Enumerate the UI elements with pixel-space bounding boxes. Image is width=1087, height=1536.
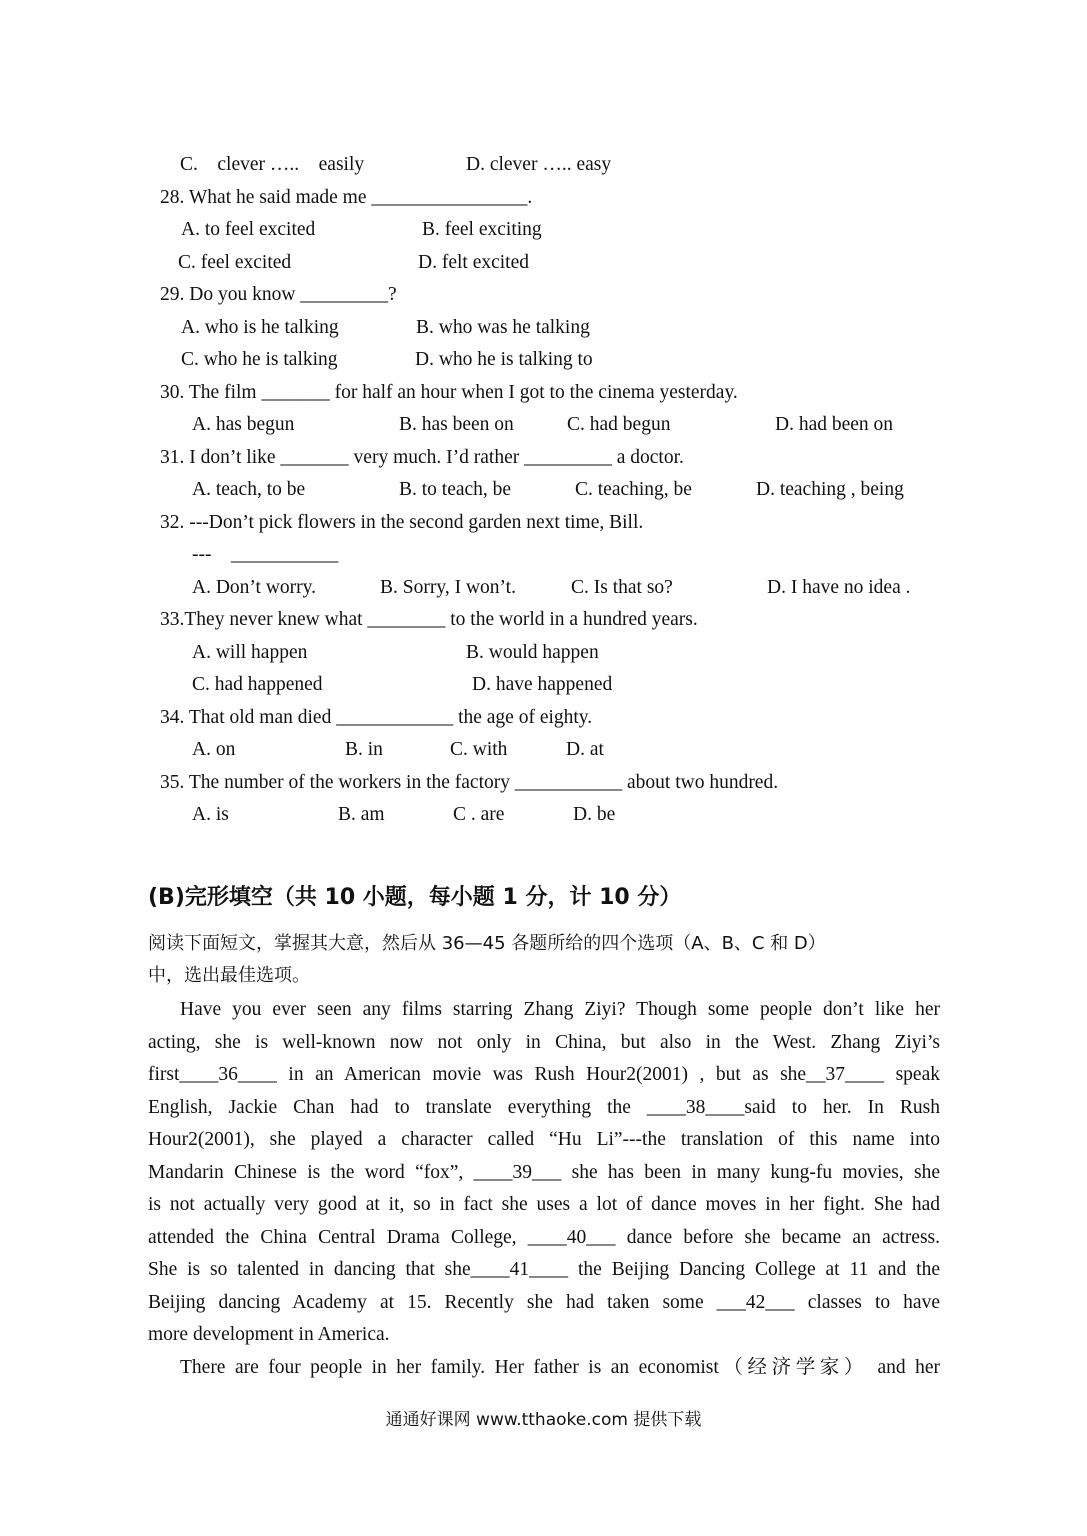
q35-option-b: B. am: [338, 804, 385, 825]
q31-option-c: C. teaching, be: [575, 479, 692, 500]
q31-option-b: B. to teach, be: [399, 479, 512, 500]
q31-stem: 31. I don’t like _______ very much. I’d rather _________ a doctor.: [160, 447, 684, 468]
q32-option-a: A. Don’t worry.: [192, 577, 317, 598]
q34-option-c: C. with: [450, 739, 508, 760]
q29-option-c: C. who he is talking: [181, 349, 338, 370]
q31-option-a: A. teach, to be: [192, 479, 306, 500]
section-b-instruction-line-1: 阅读下面短文，掌握其大意，然后从 36—45 各题所给的四个选项（A、B、C 和 D）: [148, 933, 826, 954]
q33-option-b: B. would happen: [466, 642, 599, 663]
q27-option-c: C. clever ….. easily: [180, 154, 365, 175]
q30-option-d: D. had been on: [775, 414, 894, 435]
q27-option-d: D. clever ….. easy: [466, 154, 612, 175]
passage-line: English, Jackie Chan had to translate everything the ____38____said to her. In Rush: [148, 1097, 940, 1118]
passage-line: Hour2(2001), she played a character called “Hu Li”---the translation of this name into: [148, 1129, 940, 1150]
q32-reply: --- ___________: [192, 544, 339, 565]
q32-option-d: D. I have no idea .: [767, 577, 911, 598]
q28-stem: 28. What he said made me ________________.: [160, 187, 533, 208]
q34-option-a: A. on: [192, 739, 236, 760]
passage-line: attended the China Central Drama College, ____40___ dance before she became an actress.: [148, 1227, 940, 1248]
section-b-instruction-line-2: 中，选出最佳选项。: [148, 965, 310, 986]
passage-line: Beijing dancing Academy at 15. Recently she had taken some ___42___ classes to have: [148, 1292, 940, 1313]
q29-option-d: D. who he is talking to: [415, 349, 593, 370]
q33-option-c: C. had happened: [192, 674, 323, 695]
q33-stem: 33.They never knew what ________ to the world in a hundred years.: [160, 609, 698, 630]
q29-option-a: A. who is he talking: [181, 317, 339, 338]
q32-stem: 32. ---Don’t pick flowers in the second garden next time, Bill.: [160, 512, 644, 533]
passage-line: Mandarin Chinese is the word “fox”, ____39___ she has been in many kung-fu movies, she: [148, 1162, 940, 1183]
q34-stem: 34. That old man died ____________ the age of eighty.: [160, 707, 593, 728]
passage-paragraph-2-start: There are four people in her family. Her father is an economist（经济学家） and her: [180, 1357, 940, 1378]
passage-line: more development in America.: [148, 1324, 390, 1345]
passage-line: She is so talented in dancing that she____41____ the Beijing Dancing College at 11 and the: [148, 1259, 940, 1280]
q28-option-b: B. feel exciting: [422, 219, 542, 240]
q32-option-b: B. Sorry, I won’t.: [380, 577, 516, 598]
q30-option-c: C. had begun: [567, 414, 671, 435]
q34-option-b: B. in: [345, 739, 383, 760]
q33-option-d: D. have happened: [472, 674, 613, 695]
passage-line: acting, she is well-known now not only in China, but also in the West. Zhang Ziyi’s: [148, 1032, 940, 1053]
passage-line: first____36____ in an American movie was Rush Hour2(2001) , but as she__37____ speak: [148, 1064, 940, 1085]
q30-stem: 30. The film _______ for half an hour when I got to the cinema yesterday.: [160, 382, 738, 403]
page-footer: 通通好课网 www.tthaoke.com 提供下载: [385, 1410, 702, 1430]
q35-stem: 35. The number of the workers in the factory ___________ about two hundred.: [160, 772, 779, 793]
q32-option-c: C. Is that so?: [571, 577, 673, 598]
passage-line: is not actually very good at it, so in fact she uses a lot of dance moves in her fight. She had: [148, 1194, 940, 1215]
q28-option-d: D. felt excited: [418, 252, 529, 273]
q29-option-b: B. who was he talking: [416, 317, 590, 338]
q30-option-a: A. has begun: [192, 414, 295, 435]
q35-option-a: A. is: [192, 804, 229, 825]
q28-option-c: C. feel excited: [178, 252, 292, 273]
q31-option-d: D. teaching , being: [756, 479, 904, 500]
passage-line: Have you ever seen any films starring Zhang Ziyi? Though some people don’t like her: [180, 999, 940, 1020]
q28-option-a: A. to feel excited: [181, 219, 316, 240]
q33-option-a: A. will happen: [192, 642, 308, 663]
section-b-heading: (B)完形填空（共 10 小题，每小题 1 分，计 10 分）: [148, 885, 682, 910]
q35-option-c: C . are: [453, 804, 505, 825]
q35-option-d: D. be: [573, 804, 616, 825]
q30-option-b: B. has been on: [399, 414, 514, 435]
q34-option-d: D. at: [566, 739, 604, 760]
q29-stem: 29. Do you know _________?: [160, 284, 397, 305]
